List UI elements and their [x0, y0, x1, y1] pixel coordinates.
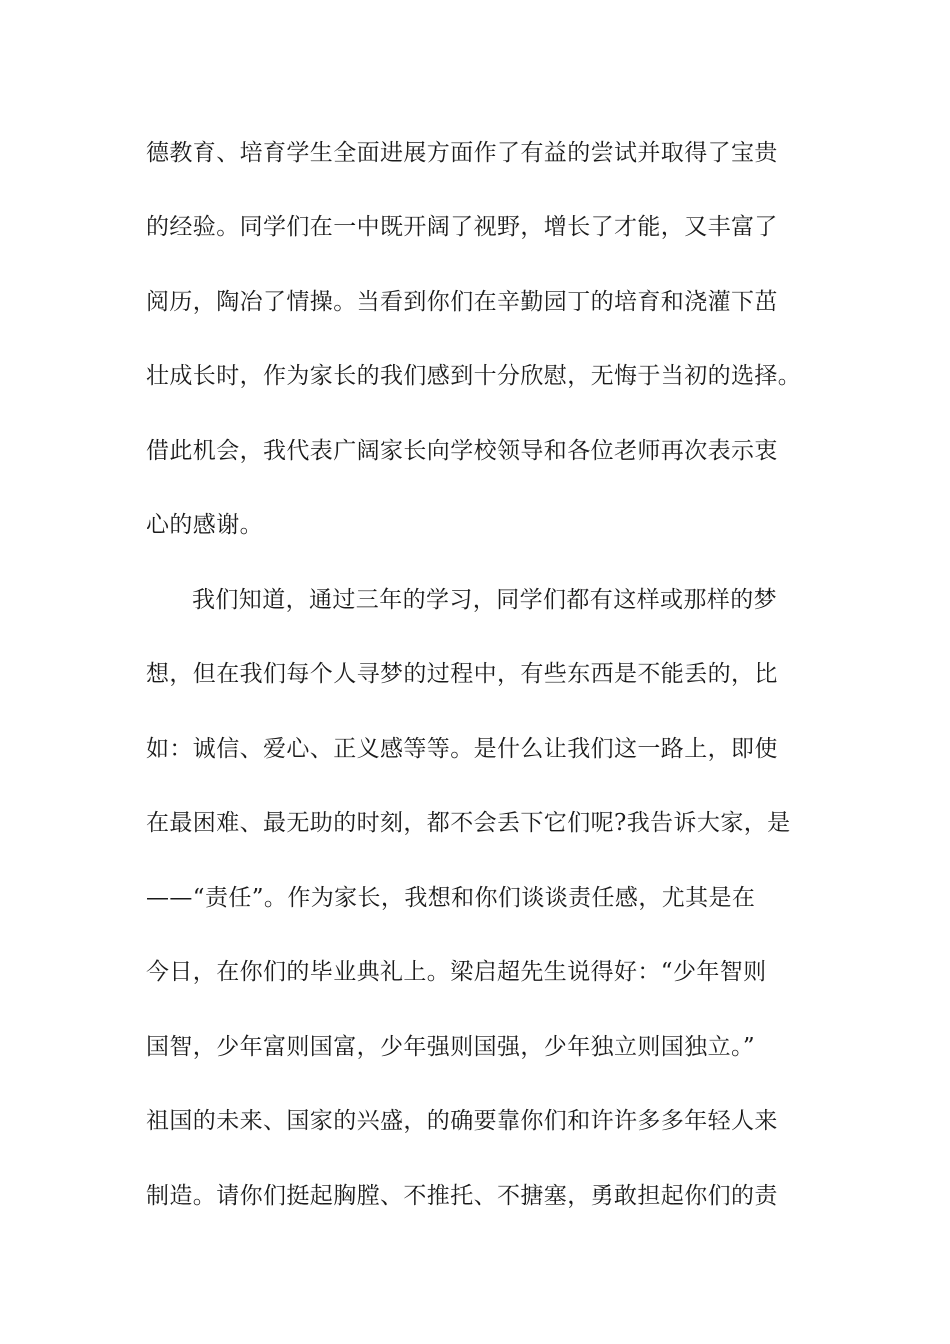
text-line: 祖国的未来、国家的兴盛，的确要靠你们和许许多多年轻人来 [146, 1108, 778, 1134]
text-line: 壮成长时，作为家长的我们感到十分欣慰，无悔于当初的选择。 [146, 363, 802, 389]
text-line: 如：诚信、爱心、正义感等等。是什么让我们这一路上，即使 [146, 736, 778, 762]
text-line: 阅历，陶冶了情操。当看到你们在辛勤园丁的培育和浇灌下茁 [146, 289, 778, 315]
text-line: 德教育、培育学生全面进展方面作了有益的尝试并取得了宝贵 [146, 140, 778, 166]
text-line: 今日，在你们的毕业典礼上。梁启超先生说得好：“少年智则 [146, 959, 767, 985]
text-line: 的经验。同学们在一中既开阔了视野，增长了才能，又丰富了 [146, 214, 778, 240]
text-line: 制造。请你们挺起胸膛、不推托、不搪塞，勇敢担起你们的责 [146, 1183, 778, 1209]
text-line: ——“责任”。作为家长，我想和你们谈谈责任感，尤其是在 [146, 885, 756, 911]
text-line: 心的感谢。 [146, 512, 263, 538]
paragraph-first-line: 我们知道，通过三年的学习，同学们都有这样或那样的梦 [192, 587, 777, 613]
text-line: 国智，少年富则国富，少年强则国强，少年独立则国独立。” [146, 1034, 756, 1060]
text-line: 在最困难、最无助的时刻，都不会丢下它们呢?我告诉大家，是 [146, 810, 791, 836]
text-line: 想，但在我们每个人寻梦的过程中，有些东西是不能丢的，比 [146, 661, 778, 687]
text-line: 借此机会，我代表广阔家长向学校领导和各位老师再次表示衷 [146, 438, 778, 464]
